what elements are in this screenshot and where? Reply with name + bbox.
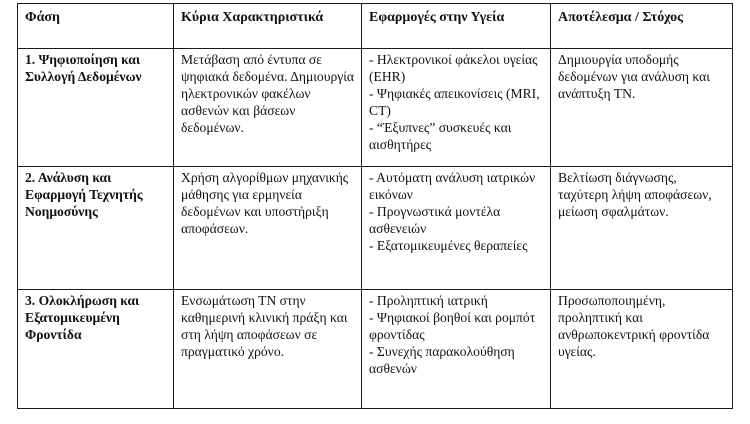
phases-table (17, 3, 733, 409)
application-item: - Προγνωστικά μοντέλα ασθενειών (369, 204, 501, 236)
phase-cell: 3. Ολοκλήρωση και Εξατομικευμένη Φροντίδα (18, 290, 174, 409)
header-phase: Φάση (18, 4, 174, 49)
outcome-cell: Δημιουργία υποδομής δεδομένων για ανάλυση και ανάπτυξη ΤΝ. (551, 49, 733, 167)
phase-cell: 1. Ψηφιοποίηση και Συλλογή Δεδομένων (18, 49, 174, 167)
applications-cell (362, 290, 551, 409)
application-item: - Προληπτική ιατρική (369, 293, 488, 308)
table-row (18, 49, 733, 167)
header-outcome: Αποτέλεσμα / Στόχος (551, 4, 733, 49)
phase-cell: 2. Ανάλυση και Εφαρμογή Τεχνητής Νοημοσύνης (18, 167, 174, 290)
table-row (18, 167, 733, 290)
table-header (18, 4, 733, 49)
features-cell: Ενσωμάτωση ΤΝ στην καθημερινή κλινική πράξη και στη λήψη αποφάσεων σε πραγματικό χρόνο. (174, 290, 362, 409)
header-features: Κύρια Χαρακτηριστικά (174, 4, 362, 49)
application-item: - Ψηφιακές απεικονίσεις (MRI, CT) (369, 86, 540, 118)
features-cell: Μετάβαση από έντυπα σε ψηφιακά δεδομένα. Δημιουργία ηλεκτρονικών φακέλων ασθενών και βάσεων δεδομένων. (174, 49, 362, 167)
outcome-cell: Βελτίωση διάγνωσης, ταχύτερη λήψη αποφάσεων, μείωση σφαλμάτων. (551, 167, 733, 290)
features-cell: Χρήση αλγορίθμων μηχανικής μάθησης για ερμηνεία δεδομένων και υποστήριξη αποφάσεων. (174, 167, 362, 290)
application-item: - “Έξυπνες” συσκευές και αισθητήρες (369, 120, 512, 152)
table-row (18, 290, 733, 409)
application-item: - Ψηφιακοί βοηθοί και ρομπότ φροντίδας (369, 310, 536, 342)
application-item: - Ηλεκτρονικοί φάκελοι υγείας (EHR) (369, 52, 538, 84)
application-item: - Συνεχής παρακολούθηση ασθενών (369, 344, 515, 376)
applications-cell (362, 49, 551, 167)
application-item: - Εξατομικευμένες θεραπείες (369, 238, 528, 253)
application-item: - Αυτόματη ανάλυση ιατρικών εικόνων (369, 170, 536, 202)
applications-cell (362, 167, 551, 290)
outcome-cell: Προσωποποιημένη, προληπτική και ανθρωποκεντρική φροντίδα υγείας. (551, 290, 733, 409)
header-row (18, 4, 733, 49)
header-applications: Εφαρμογές στην Υγεία (362, 4, 551, 49)
